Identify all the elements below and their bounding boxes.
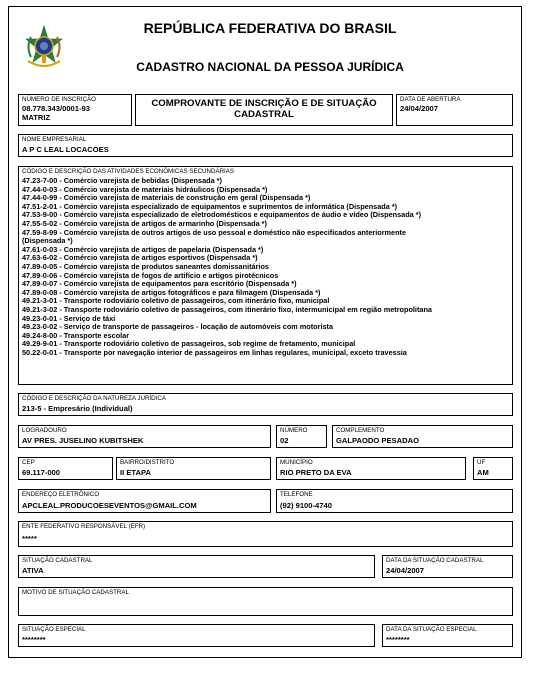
- numero-value: 02: [280, 436, 289, 445]
- uf-box: [473, 457, 513, 480]
- uf-label: UF: [477, 459, 486, 466]
- abertura-label: DATA DE ABERTURA: [400, 96, 461, 103]
- abertura-box: [396, 94, 513, 126]
- especial-label: SITUAÇÃO ESPECIAL: [22, 626, 86, 633]
- atividades-list: [22, 177, 432, 357]
- atividade-item: 47.23-7-00 - Comércio varejista de bebidas (Dispensada *): [22, 176, 222, 185]
- atividade-item: 49.21-3-01 - Transporte rodoviário coletivo de passageiros, com itinerário fixo, municipal: [22, 296, 330, 306]
- cep-label: CEP: [22, 459, 35, 466]
- atividade-item: 49.24-8-00 - Transporte escolar: [22, 330, 130, 340]
- situacao-box: [18, 555, 375, 578]
- header-republic: REPÚBLICA FEDERATIVA DO BRASIL: [143, 20, 397, 36]
- numero-box: [276, 425, 327, 448]
- cep-value: 69.117-000: [22, 468, 61, 477]
- atividade-item: (Dispensada *): [22, 236, 73, 246]
- bairro-box: [116, 457, 271, 480]
- data-especial-label: DATA DA SITUAÇÃO ESPECIAL: [386, 626, 477, 633]
- atividade-item: 49.29-9-01 - Transporte rodoviário coletivo de passageiros, sob regime de fretamento, municipal: [22, 339, 356, 349]
- comprovante-title-line2: CADASTRAL: [234, 109, 294, 120]
- complemento-value: GALPAODO PESADAO: [336, 436, 419, 445]
- data-especial-box: [382, 624, 513, 647]
- bairro-value: II ETAPA: [120, 468, 151, 477]
- nome-value: A P C LEAL LOCACOES: [22, 145, 109, 154]
- especial-box: [18, 624, 375, 647]
- complemento-label: COMPLEMENTO: [336, 427, 385, 434]
- telefone-label: TELEFONE: [280, 491, 313, 498]
- data-situacao-box: [382, 555, 513, 578]
- logradouro-label: LOGRADOURO: [22, 427, 67, 434]
- data-situacao-label: DATA DA SITUAÇÃO CADASTRAL: [386, 557, 484, 564]
- atividade-item: 47.44-0-03 - Comércio varejista de materiais hidráulicos (Dispensada *): [22, 184, 268, 194]
- atividade-item: 47.89-0-05 - Comércio varejista de produtos saneantes domissanitários: [22, 261, 269, 271]
- data-especial-value: ********: [386, 635, 410, 644]
- efr-label: ENTE FEDERATIVO RESPONSÁVEL (EFR): [22, 523, 146, 530]
- atividade-item: 47.51-2-01 - Comércio varejista especializado de equipamentos e suprimentos de informática (Dispensada *): [22, 201, 398, 211]
- telefone-value: (92) 9100-4740: [280, 501, 332, 510]
- motivo-box: [18, 587, 513, 616]
- data-situacao-value: 24/04/2007: [386, 566, 425, 575]
- inscricao-label: NÚMERO DE INSCRIÇÃO: [22, 96, 96, 103]
- email-label: ENDEREÇO ELETRÔNICO: [22, 491, 100, 498]
- inscricao-number: 08.778.343/0001-93: [22, 104, 90, 113]
- atividade-item: 49.21-3-02 - Transporte rodoviário coletivo de passageiros, com itinerário fixo, intermunicipal em região metropolitana: [22, 304, 432, 314]
- bairro-label: BAIRRO/DISTRITO: [120, 459, 175, 466]
- atividade-item: 47.89-0-06 - Comércio varejista de fogos de artifício e artigos pirotécnicos: [22, 270, 279, 280]
- motivo-label: MOTIVO DE SITUAÇÃO CADASTRAL: [22, 589, 129, 596]
- cep-box: [18, 457, 113, 480]
- situacao-value: ATIVA: [22, 566, 44, 575]
- atividade-item: 47.89-0-08 - Comércio varejista de artigos fotográficos e para filmagem (Dispensada *): [22, 287, 321, 297]
- complemento-box: [332, 425, 513, 448]
- municipio-value: RIO PRETO DA EVA: [280, 468, 352, 477]
- atividade-item: 49.23-0-01 - Serviço de táxi: [22, 313, 116, 323]
- atividade-item: 50.22-0-01 - Transporte por navegação interior de passageiros em linhas regulares, municipal, exceto travessia: [22, 347, 407, 357]
- atividades-label: CÓDIGO E DESCRIÇÃO DAS ATIVIDADES ECONÔMICAS SECUNDÁRIAS: [22, 168, 235, 175]
- especial-value: ********: [22, 635, 46, 644]
- inscricao-type: MATRIZ: [22, 113, 51, 122]
- natureza-box: [18, 393, 513, 416]
- nome-box: [18, 134, 513, 157]
- numero-label: NÚMERO: [280, 427, 308, 434]
- nome-label: NOME EMPRESARIAL: [22, 136, 87, 143]
- atividade-item: 49.23-0-02 - Serviço de transporte de passageiros - locação de automóveis com motorista: [22, 322, 334, 332]
- efr-box: [18, 521, 513, 547]
- telefone-box: [276, 489, 513, 513]
- logradouro-value: AV PRES. JUSELINO KUBITSHEK: [22, 436, 144, 445]
- atividade-item: 47.89-0-07 - Comércio varejista de equipamentos para escritório (Dispensada *): [22, 279, 297, 289]
- atividade-item: 47.44-0-99 - Comércio varejista de materiais de construção em geral (Dispensada *): [22, 193, 311, 203]
- atividades-box: [18, 166, 513, 385]
- situacao-label: SITUAÇÃO CADASTRAL: [22, 557, 93, 564]
- atividade-item: 47.53-9-00 - Comércio varejista especializado de eletrodomésticos e equipamentos de áudio e vídeo (Dispensada *): [22, 210, 422, 220]
- municipio-box: [276, 457, 466, 480]
- natureza-label: CÓDIGO E DESCRIÇÃO DA NATUREZA JURÍDICA: [22, 395, 166, 402]
- atividade-item: 47.61-0-03 - Comércio varejista de artigos de papelaria (Dispensada *): [22, 244, 264, 254]
- inscricao-box: [18, 94, 132, 126]
- logradouro-box: [18, 425, 271, 448]
- comprovante-box: [135, 94, 393, 126]
- efr-value: *****: [22, 534, 37, 543]
- abertura-value: 24/04/2007: [400, 104, 439, 113]
- municipio-label: MUNICÍPIO: [280, 459, 313, 466]
- atividade-item: 47.55-5-02 - Comércio varejista de artigos de armarinho (Dispensada *): [22, 218, 267, 228]
- atividade-item: 47.63-6-02 - Comércio varejista de artigos esportivos (Dispensada *): [22, 253, 258, 263]
- atividade-item: 47.59-8-99 - Comércio varejista de outros artigos de uso pessoal e doméstico não especificados anteriormente: [22, 227, 407, 237]
- natureza-value: 213-5 - Empresário (Individual): [22, 404, 133, 413]
- email-box: [18, 489, 271, 513]
- email-value: APCLEAL.PRODUCOESEVENTOS@GMAIL.COM: [22, 501, 197, 510]
- header-registry: CADASTRO NACIONAL DA PESSOA JURÍDICA: [136, 60, 404, 74]
- comprovante-title-line1: COMPROVANTE DE INSCRIÇÃO E DE SITUAÇÃO: [151, 98, 377, 109]
- uf-value: AM: [477, 468, 489, 477]
